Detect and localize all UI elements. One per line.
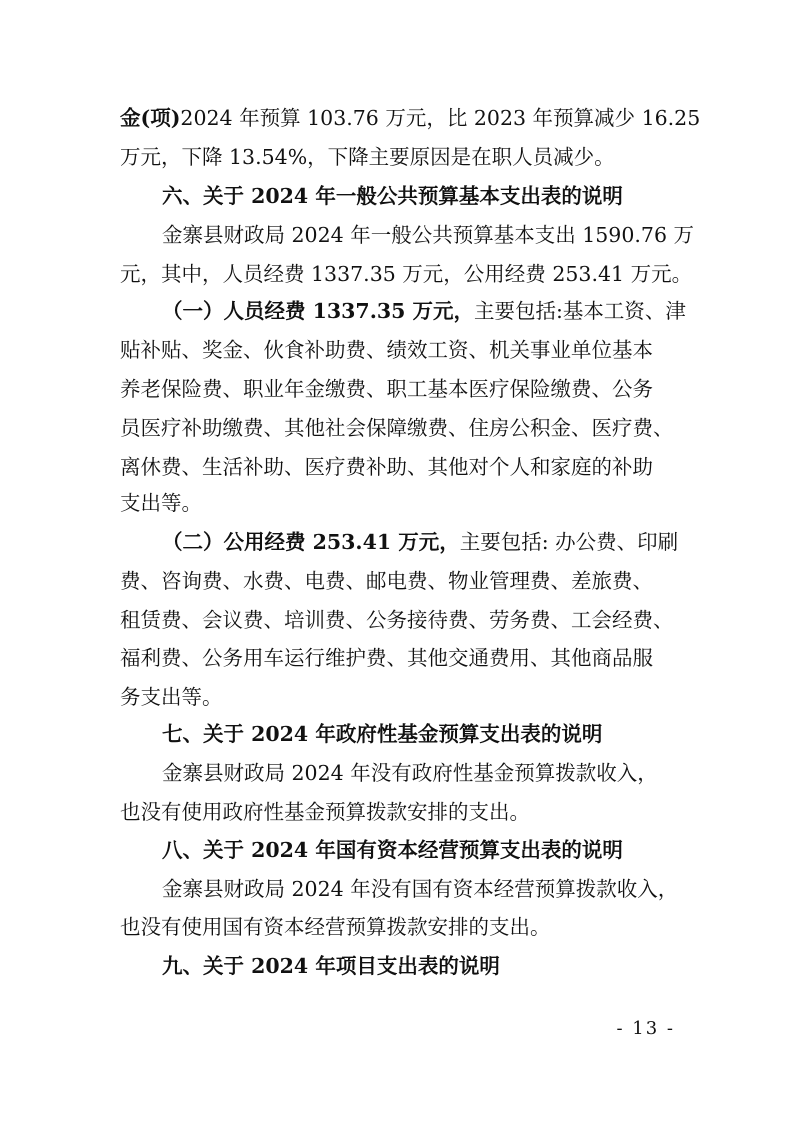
text-line [162,297,722,325]
text-line: 也没有使用国有资本经营预算拨款安排的支出。 [120,915,551,939]
text-line: 金寨县财政局 2024 年没有国有资本经营预算拨款收入， [162,877,679,901]
text-line: 离休费、生活补助、医疗费补助、其他对个人和家庭的补助 [120,455,653,479]
text-line: 贴补贴、奖金、伙食补助费、绩效工资、机关事业单位基本 [120,338,653,362]
section-heading: 七、关于 2024 年政府性基金预算支出表的说明 [162,722,603,746]
text-line: 金寨县财政局 2024 年一般公共预算基本支出 1590.76 万 [162,223,695,247]
bold-lead: 金(项) [120,106,181,130]
bold-lead: （一）人员经费 1337.35 万元， [162,299,474,323]
line-text: 主要包括:基本工资、津 [474,299,686,323]
section-heading: 九、关于 2024 年项目支出表的说明 [162,954,500,978]
text-line: 福利费、公务用车运行维护费、其他交通费用、其他商品服 [120,646,653,670]
text-line: 租赁费、会议费、培训费、公务接待费、劳务费、工会经费、 [120,608,674,632]
text-line: 养老保险费、职业年金缴费、职工基本医疗保险缴费、公务 [120,377,653,401]
text-line: 务支出等。 [120,685,223,709]
text-line: 费、咨询费、水费、电费、邮电费、物业管理费、差旅费、 [120,569,653,593]
line-text: 主要包括: 办公费、印刷 [459,530,679,554]
section-heading: 六、关于 2024 年一般公共预算基本支出表的说明 [162,184,623,208]
text-line: 元，其中，人员经费 1337.35 万元，公用经费 253.41 万元。 [120,262,693,286]
section-heading: 八、关于 2024 年国有资本经营预算支出表的说明 [162,838,623,862]
text-line: 也没有使用政府性基金预算拨款安排的支出。 [120,800,530,824]
text-line: 金寨县财政局 2024 年没有政府性基金预算拨款收入， [162,761,658,785]
line-text: 2024 年预算 103.76 万元，比 2023 年预算减少 16.25 [180,106,701,130]
text-line [120,104,701,132]
text-line: 员医疗补助缴费、其他社会保障缴费、住房公积金、医疗费、 [120,416,674,440]
text-line [162,528,722,556]
bold-lead: （二）公用经费 253.41 万元， [162,530,460,554]
text-line: 支出等。 [120,491,202,515]
text-line: 万元，下降 13.54%，下降主要原因是在职人员减少。 [120,145,615,169]
page-number: - 13 - [616,1018,675,1039]
